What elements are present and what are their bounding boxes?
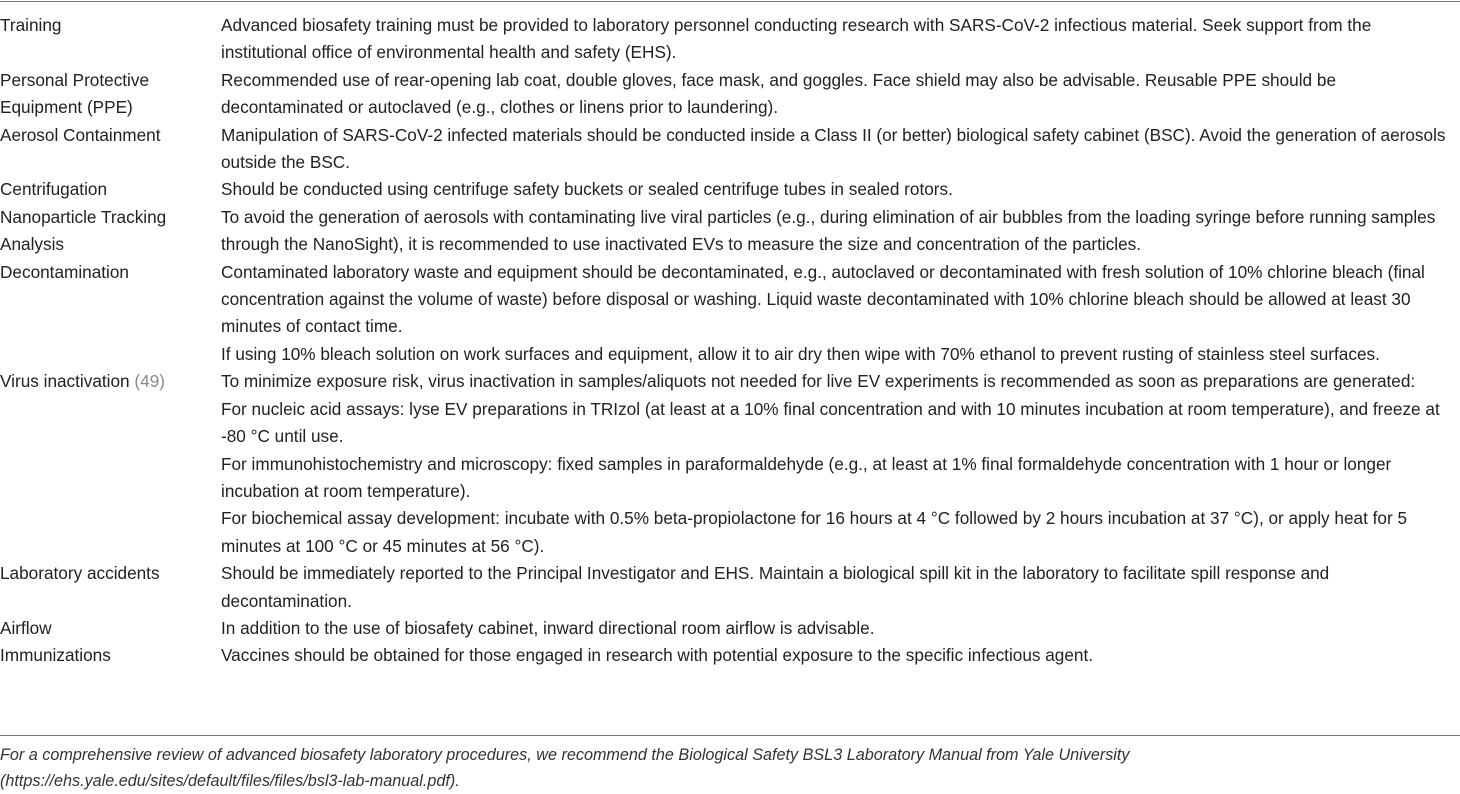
table-row — [0, 560, 1460, 615]
row-key — [0, 368, 221, 560]
row-paragraph: For immunohistochemistry and microscopy: fixed samples in paraformaldehyde (e.g., at least at 1% final formaldehyde concentration with 1 hour or longer incubation at room temperature). — [221, 453, 1392, 501]
row-paragraph: Should be conducted using centrifuge safety buckets or sealed centrifuge tubes in sealed rotors. — [221, 179, 953, 200]
row-value — [221, 12, 1460, 67]
table-top-rule — [0, 1, 1460, 2]
table-row — [0, 615, 1460, 642]
row-paragraph: For nucleic acid assays: lyse EV preparations in TRIzol (at least at a 10% final concentration and with 10 minutes incubation at room temperature), and freeze at -80 °C until use. — [221, 398, 1440, 447]
row-paragraph: If using 10% bleach solution on work surfaces and equipment, allow it to air dry then wipe with 70% ethanol to prevent rusting of stainless steel surfaces. — [221, 343, 1380, 364]
table-row — [0, 67, 1460, 122]
row-key: Airflow — [0, 617, 52, 638]
row-value — [221, 368, 1460, 560]
table-row — [0, 12, 1460, 67]
row-paragraph: Vaccines should be obtained for those engaged in research with potential exposure to the specific infectious agent. — [221, 645, 1094, 666]
reference-link[interactable]: (49) — [134, 371, 165, 392]
row-key: Decontamination — [0, 261, 129, 282]
table-row — [0, 176, 1460, 203]
table-footnote: For a comprehensive review of advanced biosafety laboratory procedures, we recommend the Biological Safety BSL3 Laboratory Manual from Yale University (https://ehs.yale.edu/sites/default/files/files/bsl3-lab-manual.pdf). — [0, 746, 1130, 790]
row-value — [221, 259, 1460, 369]
row-value — [221, 122, 1460, 177]
row-key: Personal Protective Equipment (PPE) — [0, 69, 150, 118]
biosafety-table — [0, 12, 1460, 670]
row-paragraph: Should be immediately reported to the Principal Investigator and EHS. Maintain a biological spill kit in the laboratory to facilitate spill response and decontamination. — [221, 563, 1330, 611]
row-value — [221, 642, 1460, 669]
table-row — [0, 122, 1460, 177]
row-paragraph: Recommended use of rear-opening lab coat, double gloves, face mask, and goggles. Face shield may also be advisable. Reusable PPE should be decontaminated or autoclaved (e.g., clothes or linens prior to laundering). — [221, 69, 1336, 118]
row-paragraph: For biochemical assay development: incubate with 0.5% beta-propiolactone for 16 hours at 4 °C followed by 2 hours incubation at 37 °C), or apply heat for 5 minutes at 100 °C or 45 minutes at 56 °C). — [221, 508, 1408, 556]
table-row — [0, 368, 1460, 560]
row-paragraph: To minimize exposure risk, virus inactivation in samples/aliquots not needed for live EV experiments is recommended as soon as preparations are generated: — [221, 371, 1416, 392]
row-value — [221, 67, 1460, 122]
row-key: Laboratory accidents — [0, 563, 160, 584]
table-row — [0, 642, 1460, 669]
row-value — [221, 560, 1460, 615]
row-key: Immunizations — [0, 645, 111, 666]
row-paragraph: Advanced biosafety training must be provided to laboratory personnel conducting research with SARS-CoV-2 infectious material. Seek support from the institutional office of environmental health and safety (EHS). — [221, 15, 1372, 63]
row-paragraph: Manipulation of SARS-CoV-2 infected materials should be conducted inside a Class II (or better) biological safety cabinet (BSC). Avoid the generation of aerosols outside the BSC. — [221, 124, 1446, 173]
row-key: Training — [0, 15, 62, 35]
row-key-text: Virus inactivation — [0, 371, 130, 392]
row-paragraph: Contaminated laboratory waste and equipment should be decontaminated, e.g., autoclaved or decontaminated with fresh solution of 10% chlorine bleach (final concentration against the volume of waste) before disposal or washing. Liquid waste decontaminated with 10% chlorine bleach should be allowed at least 30 minutes of contact time. — [221, 261, 1425, 337]
row-key: Centrifugation — [0, 179, 108, 200]
row-value — [221, 176, 1460, 203]
row-value — [221, 204, 1460, 259]
row-paragraph: To avoid the generation of aerosols with contaminating live viral particles (e.g., during elimination of air bubbles from the loading syringe before running samples through the NanoSight), it is recommended to use inactivated EVs to measure the size and concentration of the particles. — [221, 206, 1436, 255]
row-key: Nanoparticle Tracking Analysis — [0, 206, 167, 255]
table-row — [0, 259, 1460, 369]
row-paragraph: In addition to the use of biosafety cabinet, inward directional room airflow is advisable. — [221, 617, 875, 638]
row-key: Aerosol Containment — [0, 124, 161, 145]
table-row — [0, 204, 1460, 259]
table-bottom-rule — [0, 735, 1460, 736]
row-value — [221, 615, 1460, 642]
